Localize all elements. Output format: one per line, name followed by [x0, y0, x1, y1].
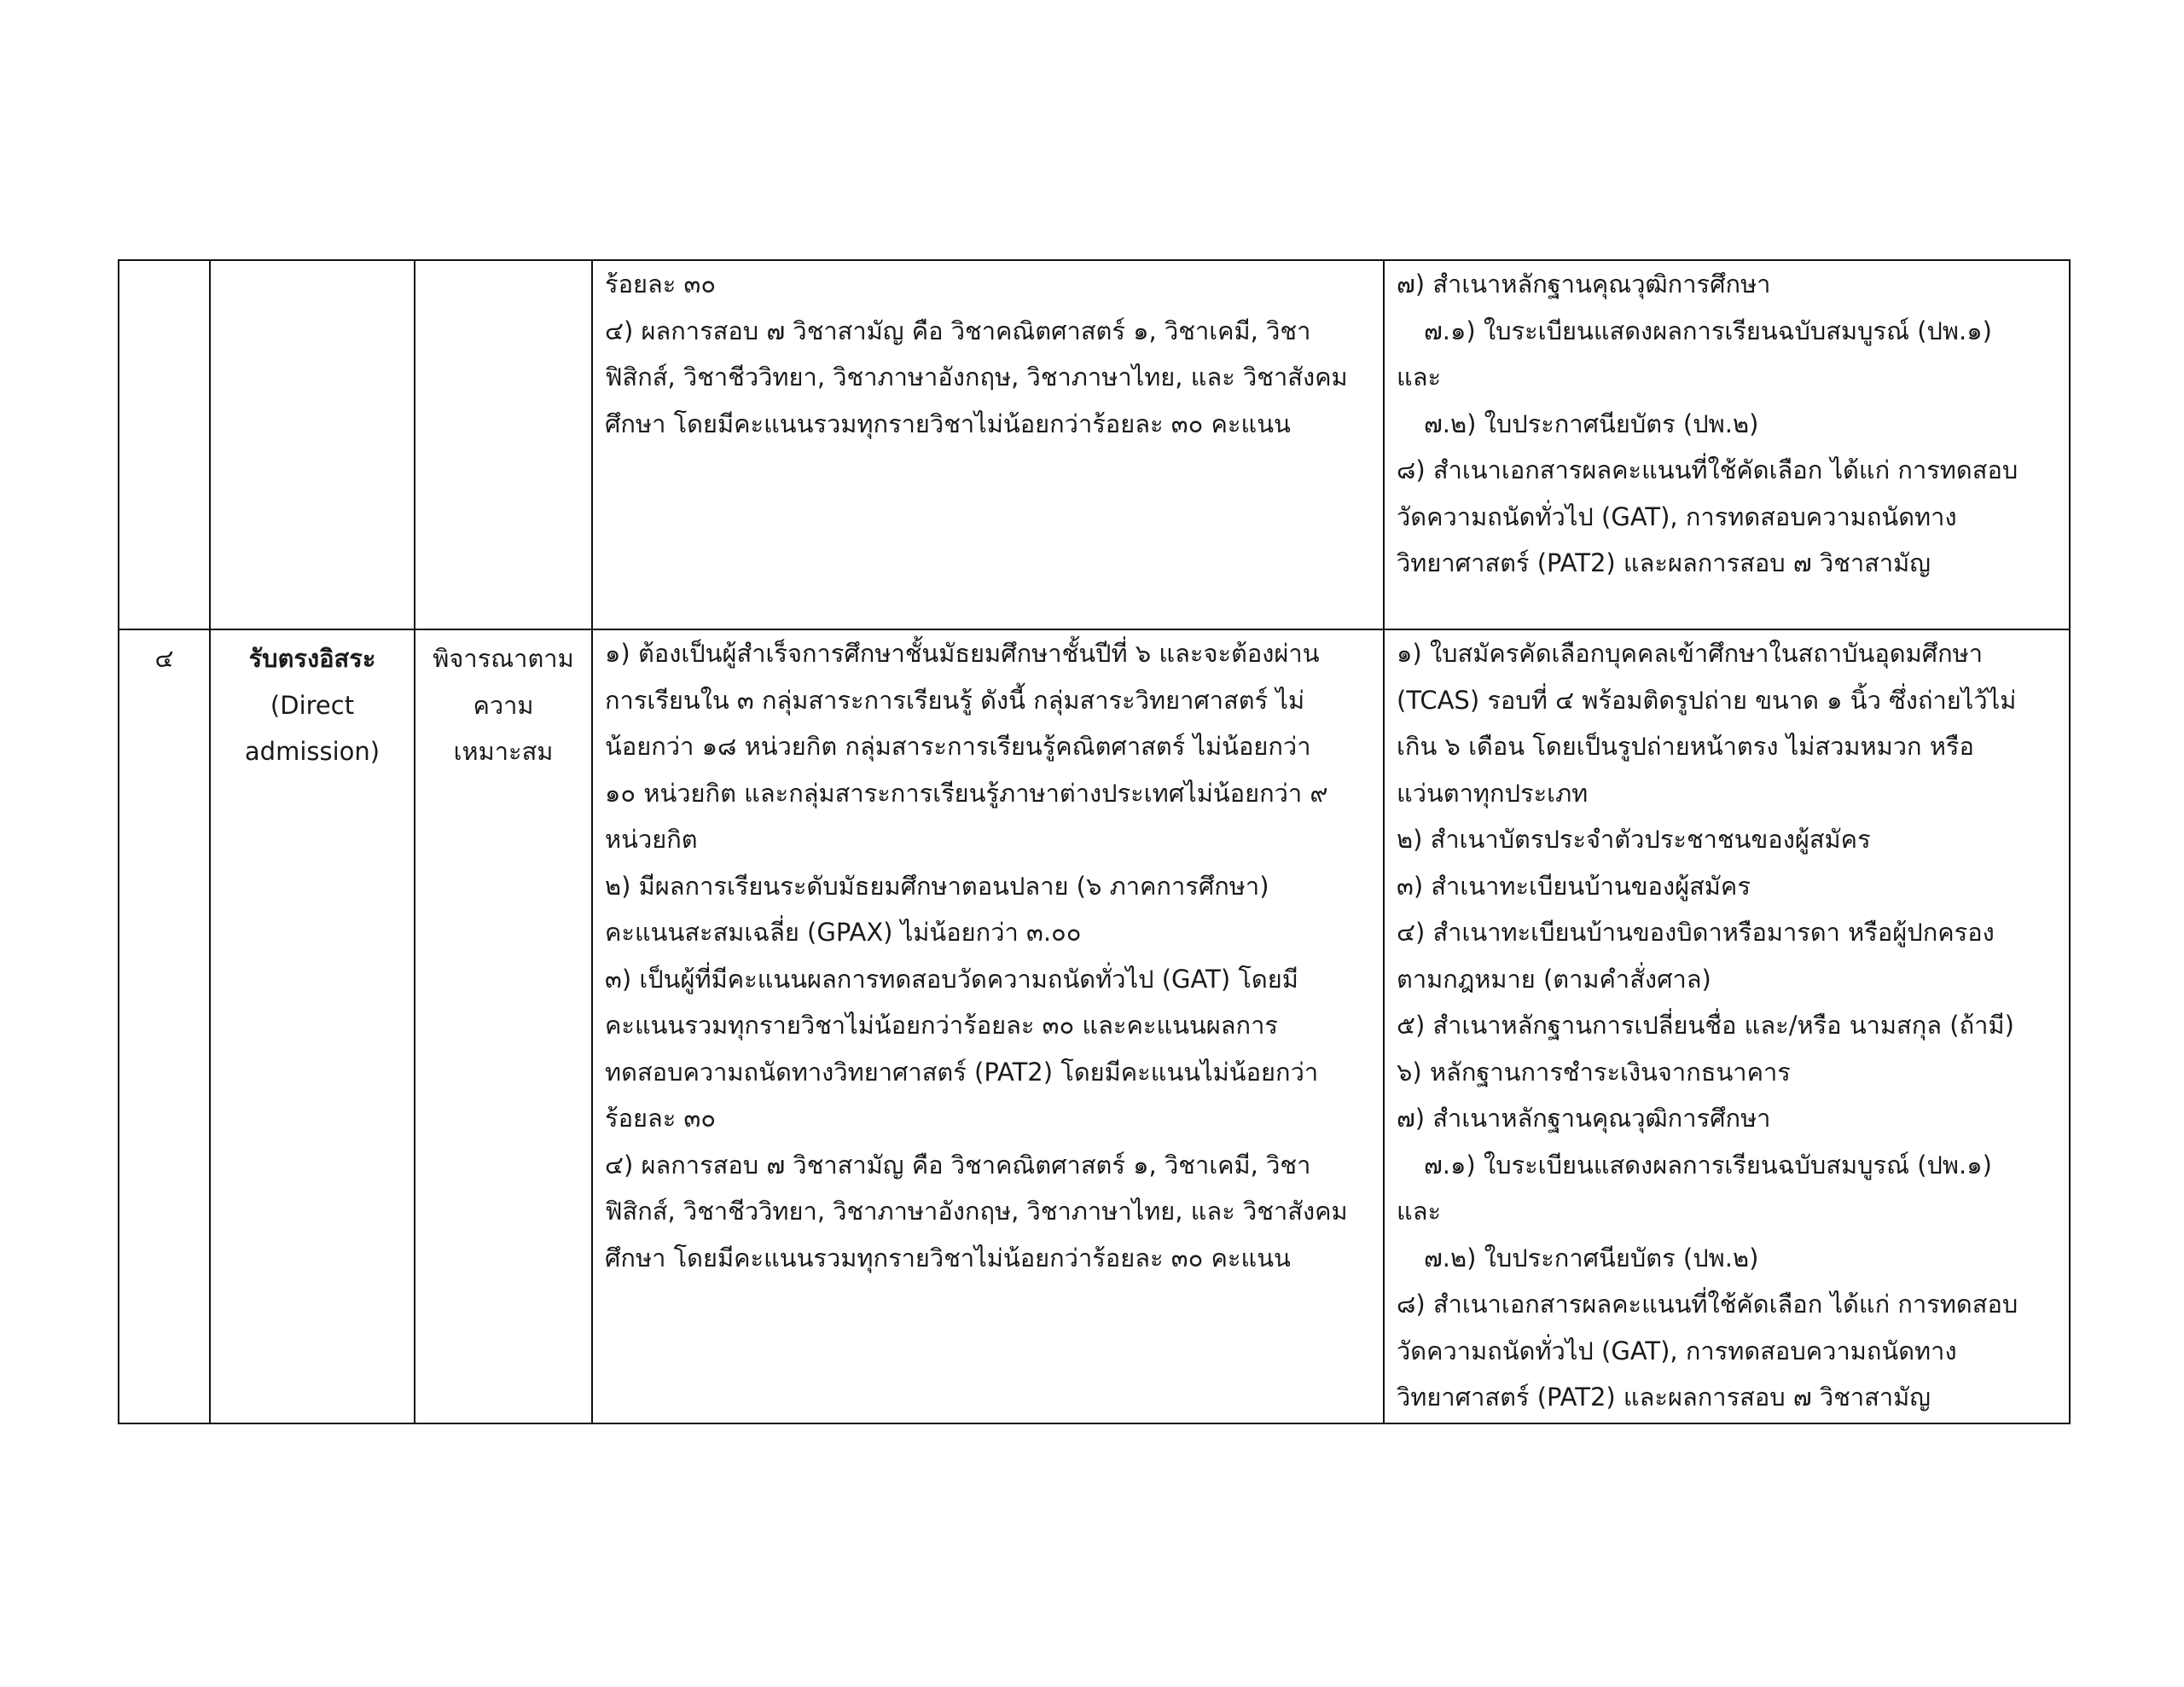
criteria-line: ศึกษา โดยมีคะแนนรวมทุกรายวิชาไม่น้อยกว่าร้อยละ ๓๐ คะแนน — [605, 409, 1291, 438]
row-number-cell — [119, 260, 210, 629]
criteria-line: ๔) ผลการสอบ ๗ วิชาสามัญ คือ วิชาคณิตศาสตร์ ๑, วิชาเคมี, วิชา — [605, 316, 1311, 345]
document-line: ๕) สำเนาหลักฐานการเปลี่ยนชื่อ และ/หรือ นามสกุล (ถ้ามี) — [1397, 1011, 2014, 1040]
criteria-line: ๓) เป็นผู้ที่มีคะแนนผลการทดสอบวัดความถนัดทั่วไป (GAT) โดยมี — [605, 964, 1298, 994]
method-line: เหมาะสม — [453, 737, 554, 766]
row-number-cell — [119, 629, 210, 1423]
document-line: แว่นตาทุกประเภท — [1397, 778, 1589, 808]
document-line: วัดความถนัดทั่วไป (GAT), การทดสอบความถนัดทาง — [1397, 1336, 1957, 1365]
document-line: เกิน ๖ เดือน โดยเป็นรูปถ่ายหน้าตรง ไม่สวมหมวก หรือ — [1397, 732, 1974, 761]
criteria-line: ทดสอบความถนัดทางวิทยาศาสตร์ (PAT2) โดยมีคะแนนไม่น้อยกว่า — [605, 1057, 1319, 1087]
criteria-line: คะแนนสะสมเฉลี่ย (GPAX) ไม่น้อยกว่า ๓.๐๐ — [605, 918, 1082, 947]
round-cell — [210, 260, 415, 629]
criteria-cell — [592, 629, 1384, 1423]
criteria-line: ร้อยละ ๓๐ — [605, 270, 717, 299]
criteria-line: การเรียนใน ๓ กลุ่มสาระการเรียนรู้ ดังนี้ กลุ่มสาระวิทยาศาสตร์ ไม่ — [605, 685, 1305, 715]
criteria-line: ๑) ต้องเป็นผู้สำเร็จการศึกษาชั้นมัธยมศึกษาชั้นปีที่ ๖ และจะต้องผ่าน — [605, 639, 1320, 668]
row-number: ๔ — [154, 644, 174, 673]
document-line: วิทยาศาสตร์ (PAT2) และผลการสอบ ๗ วิชาสามัญ — [1397, 1383, 1931, 1412]
criteria-line: คะแนนรวมทุกรายวิชาไม่น้อยกว่าร้อยละ ๓๐ และคะแนนผลการ — [605, 1011, 1278, 1040]
method-cell — [415, 260, 592, 629]
document-line: ๗) สำเนาหลักฐานคุณวุฒิการศึกษา — [1397, 1104, 1771, 1133]
document-line: วิทยาศาสตร์ (PAT2) และผลการสอบ ๗ วิชาสามัญ — [1397, 548, 1931, 577]
criteria-line: หน่วยกิต — [605, 825, 698, 854]
document-line: ๗.๒) ใบประกาศนียบัตร (ปพ.๒) — [1424, 1243, 1759, 1272]
criteria-line: น้อยกว่า ๑๘ หน่วยกิต กลุ่มสาระการเรียนรู้คณิตศาสตร์ ไม่น้อยกว่า — [605, 732, 1311, 761]
document-line: ๗) สำเนาหลักฐานคุณวุฒิการศึกษา — [1397, 270, 1771, 299]
table-row — [119, 629, 2070, 1423]
document-line: ๘) สำเนาเอกสารผลคะแนนที่ใช้คัดเลือก ได้แก่ การทดสอบ — [1397, 1290, 2018, 1319]
criteria-line: ฟิสิกส์, วิชาชีววิทยา, วิชาภาษาอังกฤษ, วิชาภาษาไทย, และ วิชาสังคม — [605, 362, 1348, 391]
method-line: ความ — [473, 690, 534, 720]
document-line: ๗.๒) ใบประกาศนียบัตร (ปพ.๒) — [1424, 409, 1759, 438]
document-line: ๒) สำเนาบัตรประจำตัวประชาชนของผู้สมัคร — [1397, 825, 1871, 854]
method-line: พิจารณาตาม — [433, 644, 574, 673]
document-line: (TCAS) รอบที่ ๔ พร้อมติดรูปถ่าย ขนาด ๑ นิ้ว ซึ่งถ่ายไว้ไม่ — [1397, 685, 2017, 715]
document-line: ๗.๑) ใบระเบียนแสดงผลการเรียนฉบับสมบูรณ์ (ปพ.๑) — [1424, 316, 1992, 345]
document-line: ตามกฎหมาย (ตามคำสั่งศาล) — [1397, 964, 1711, 994]
document-line: ๓) สำเนาทะเบียนบ้านของผู้สมัคร — [1397, 871, 1751, 901]
criteria-line: ๔) ผลการสอบ ๗ วิชาสามัญ คือ วิชาคณิตศาสตร์ ๑, วิชาเคมี, วิชา — [605, 1150, 1311, 1180]
criteria-line: ร้อยละ ๓๐ — [605, 1104, 717, 1133]
document-line: ๔) สำเนาทะเบียนบ้านของบิดาหรือมารดา หรือผู้ปกครอง — [1397, 918, 1995, 947]
admission-table — [118, 259, 2071, 1424]
criteria-line: ๒) มีผลการเรียนระดับมัธยมศึกษาตอนปลาย (๖ ภาคการศึกษา) — [605, 871, 1269, 901]
criteria-cell — [592, 260, 1384, 629]
round-name-english: admission) — [244, 737, 380, 766]
document-line: ๖) หลักฐานการชำระเงินจากธนาคาร — [1397, 1057, 1791, 1087]
criteria-line: ศึกษา โดยมีคะแนนรวมทุกรายวิชาไม่น้อยกว่าร้อยละ ๓๐ คะแนน — [605, 1243, 1291, 1272]
document-line: และ — [1397, 1197, 1442, 1226]
documents-cell — [1384, 629, 2070, 1423]
document-line: ๘) สำเนาเอกสารผลคะแนนที่ใช้คัดเลือก ได้แก่ การทดสอบ — [1397, 455, 2018, 484]
round-name: รับตรงอิสระ — [248, 644, 376, 673]
criteria-line: ๑๐ หน่วยกิต และกลุ่มสาระการเรียนรู้ภาษาต่างประเทศไม่น้อยกว่า ๙ — [605, 778, 1328, 808]
criteria-line: ฟิสิกส์, วิชาชีววิทยา, วิชาภาษาอังกฤษ, วิชาภาษาไทย, และ วิชาสังคม — [605, 1197, 1348, 1226]
method-cell — [415, 629, 592, 1423]
documents-cell — [1384, 260, 2070, 629]
round-name-english: (Direct — [270, 690, 355, 720]
round-cell — [210, 629, 415, 1423]
table-row — [119, 260, 2070, 629]
document-line: วัดความถนัดทั่วไป (GAT), การทดสอบความถนัดทาง — [1397, 501, 1957, 531]
document-line: ๑) ใบสมัครคัดเลือกบุคคลเข้าศึกษาในสถาบันอุดมศึกษา — [1397, 639, 1984, 668]
document-line: ๗.๑) ใบระเบียนแสดงผลการเรียนฉบับสมบูรณ์ (ปพ.๑) — [1424, 1150, 1992, 1180]
document-line: และ — [1397, 362, 1442, 391]
